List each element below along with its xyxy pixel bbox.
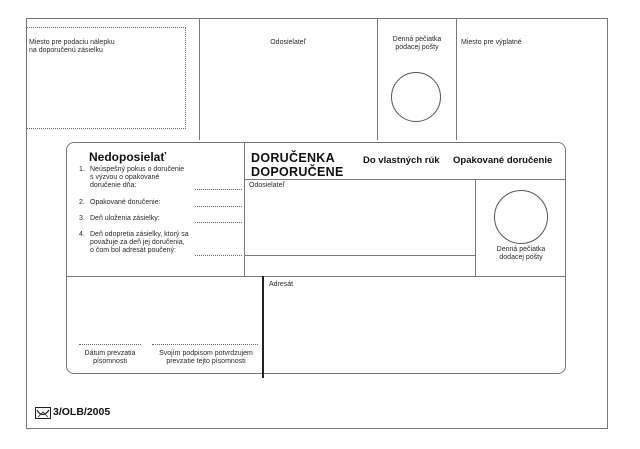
post-logo-icon [35,406,51,418]
main-title-1: DORUČENKA [251,151,335,165]
item-3-num: 3. [79,215,85,222]
item-3-text: Deň uloženia zásielky: [90,215,160,222]
date-dots [79,343,141,345]
top-stamp-label: Denná pečiatka podacej pošty [392,36,442,51]
repeated-delivery-label: Opakované doručenie [453,155,553,166]
form-code: 3/OLB/2005 [53,406,111,418]
top-divider-1 [199,18,200,140]
item-1-dots [195,188,242,190]
item-4-num: 4. [79,231,85,238]
payment-label: Miesto pre výplatné [461,39,522,46]
card-sender-label: Odosielateľ [249,182,285,189]
addressee-label: Adresát [269,281,294,288]
item-2-dots [195,205,242,207]
top-stamp-circle [391,72,441,122]
card-title-left: Nedoposielať [89,150,167,164]
item-1-text: Neúspešný pokus o doručenie s výzvou o opakované doručenie dňa: [90,166,185,189]
item-2-text: Opakované doručenie: [90,199,161,206]
item-1-num: 1. [79,166,85,173]
card-mid-line [66,276,566,277]
delivery-stamp-circle [494,190,548,244]
card-thick-divider [262,276,264,378]
item-3-dots [195,221,242,223]
label-area-text: Miesto pre podaciu nálepku na doporučenú zásielku [29,39,115,54]
date-label: Dátum prevzatia písomnosti [84,350,136,365]
item-2-num: 2. [79,199,85,206]
delivery-stamp-label: Denná pečiatka dodacej pošty [496,246,546,261]
card-header-line [244,179,566,180]
top-divider-3 [456,18,457,140]
top-sender-label: Odosielateľ [270,39,306,46]
signature-dots [152,343,258,345]
signature-label: Svojím podpisom potvrdzujem prevzatie tejto písomnosti [159,350,253,365]
item-4-text: Deň odopretia zásielky, ktorý sa považuje za deň jej doručenia, o čom bol adresát poučený: [90,231,189,254]
main-title-2: DOPORUČENE [251,165,344,179]
card-sender-bottom [244,255,475,256]
item-4-dots [195,254,242,256]
own-hands-label: Do vlastných rúk [363,155,440,166]
